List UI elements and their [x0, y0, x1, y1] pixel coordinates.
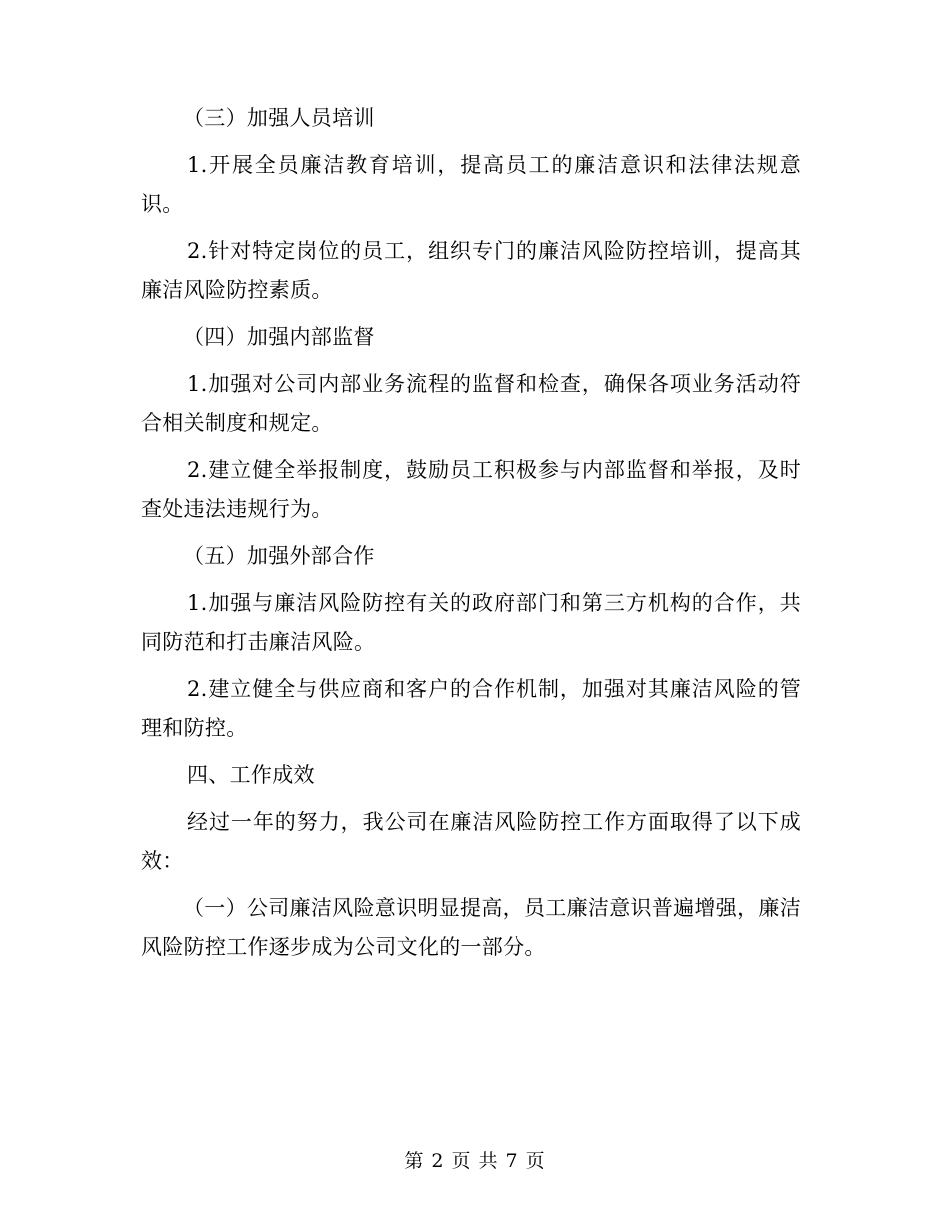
subheading-external-cooperation: （五）加强外部合作 — [183, 544, 375, 568]
paragraph-cooperation-2: 2.建立健全与供应商和客户的合作机制，加强对其廉洁风险的管理和防控。 — [141, 677, 801, 740]
subheading-internal-supervision: （四）加强内部监督 — [183, 325, 375, 349]
paragraph-supervision-1: 1.加强对公司内部业务流程的监督和检查，确保各项业务活动符合相关制度和规定。 — [141, 372, 801, 435]
page-footer — [0, 1147, 950, 1175]
paragraph-results-intro: 经过一年的努力，我公司在廉洁风险防控工作方面取得了以下成效： — [141, 810, 801, 873]
paragraph-supervision-2: 2.建立健全举报制度，鼓励员工积极参与内部监督和举报，及时查处违法违规行为。 — [141, 458, 801, 521]
section-heading-results: 四、工作成效 — [187, 763, 315, 787]
paragraph-cooperation-1: 1.加强与廉洁风险防控有关的政府部门和第三方机构的合作，共同防范和打击廉洁风险。 — [141, 591, 801, 654]
document-body — [141, 99, 801, 975]
paragraph-training-1: 1.开展全员廉洁教育培训，提高员工的廉洁意识和法律法规意识。 — [141, 153, 801, 216]
paragraph-training-2: 2.针对特定岗位的员工，组织专门的廉洁风险防控培训，提高其廉洁风险防控素质。 — [141, 239, 801, 302]
page-number-label: 第 2 页 共 7 页 — [404, 1150, 546, 1172]
subheading-training: （三）加强人员培训 — [183, 106, 375, 130]
paragraph-results-1: （一）公司廉洁风险意识明显提高，员工廉洁意识普遍增强，廉洁风险防控工作逐步成为公司文化的一部分。 — [141, 896, 801, 959]
